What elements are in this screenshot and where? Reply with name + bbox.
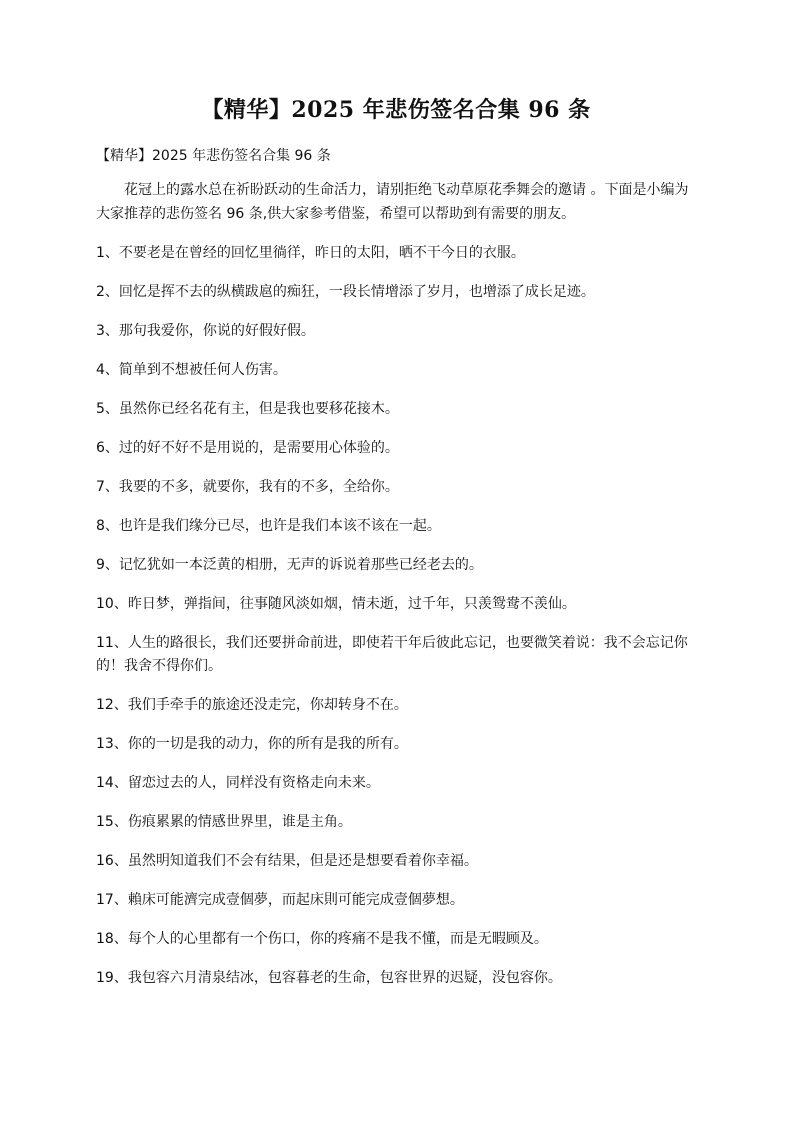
document-subtitle: 【精华】2025 年悲伤签名合集 96 条: [96, 148, 331, 164]
list-item: 2、回忆是挥不去的纵横跋扈的痴狂，一段长情增添了岁月，也增添了成长足迹。: [96, 284, 595, 300]
list-item: 14、留恋过去的人，同样没有资格走向未来。: [96, 775, 380, 791]
document-title: 【精华】2025 年悲伤签名合集 96 条: [201, 97, 591, 123]
list-item: 3、那句我爱你，你说的好假好假。: [96, 323, 315, 339]
signature-list: [96, 242, 696, 990]
list-item: 6、过的好不好不是用说的，是需要用心体验的。: [96, 440, 399, 456]
document-page: [96, 88, 696, 990]
list-item: 16、虽然明知道我们不会有结果，但是还是想要看着你幸福。: [96, 853, 478, 869]
list-item: 15、伤痕累累的情感世界里，谁是主角。: [96, 814, 352, 830]
list-item: 18、每个人的心里都有一个伤口，你的疼痛不是我不懂，而是无暇顾及。: [96, 931, 548, 947]
list-item: 19、我包容六月清泉结冰，包容暮老的生命，包容世界的迟疑，没包容你。: [96, 970, 562, 986]
list-item: 4、简单到不想被任何人伤害。: [96, 362, 287, 378]
intro-paragraph: 花冠上的露水总在祈盼跃动的生命活力，请别拒绝飞动草原花季舞会的邀请 。下面是小编为大家推荐的悲伤签名 96 条,供大家参考借鉴，希望可以帮助到有需要的朋友。: [96, 182, 689, 222]
list-item: 8、也许是我们缘分已尽，也许是我们本该不该在一起。: [96, 518, 441, 534]
list-item: 1、不要老是在曾经的回忆里徜徉，昨日的太阳，晒不干今日的衣服。: [96, 245, 525, 261]
list-item: 17、賴床可能濟完成壹個夢，而起床則可能完成壹個夢想。: [96, 892, 464, 908]
list-item: 5、虽然你已经名花有主，但是我也要移花接木。: [96, 401, 399, 417]
list-item: 12、我们手牵手的旅途还没走完，你却转身不在。: [96, 697, 408, 713]
list-item: 10、昨日梦，弹指间，往事随风淡如烟，情未逝，过千年，只羡鸳鸯不羡仙。: [96, 596, 576, 612]
list-item: 13、你的一切是我的动力，你的所有是我的所有。: [96, 736, 408, 752]
list-item: 7、我要的不多，就要你，我有的不多，全给你。: [96, 479, 399, 495]
list-item: 9、记忆犹如一本泛黄的相册，无声的诉说着那些已经老去的。: [96, 557, 483, 573]
list-item: 11、人生的路很长，我们还要拼命前进，即使若干年后彼此忘记，也要微笑着说：我不会忘记你的！我舍不得你们。: [96, 635, 688, 674]
